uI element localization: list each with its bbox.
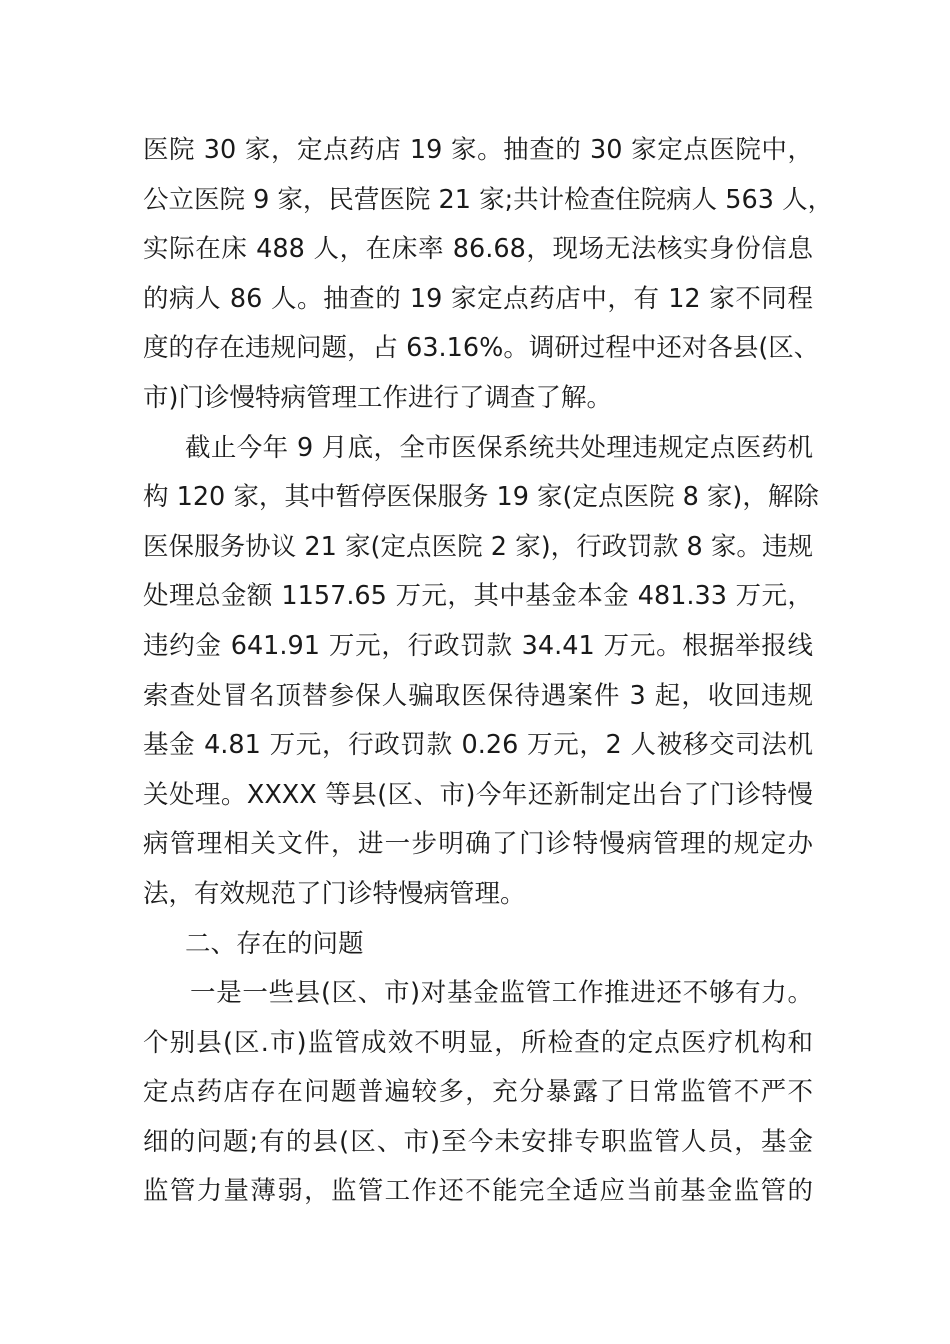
paragraph-line: 监管力量薄弱，监管工作还不能完全适应当前基金监管的 (143, 1176, 813, 1207)
paragraph-line: 细的问题;有的县(区、市)至今未安排专职监管人员，基金 (143, 1126, 813, 1157)
paragraph-line: 违约金 641.91 万元，行政罚款 34.41 万元。根据举报线 (143, 630, 813, 661)
paragraph-line: 一是一些县(区、市)对基金监管工作推进还不够有力。 (190, 978, 813, 1009)
section-heading: 二、存在的问题 (185, 928, 364, 959)
paragraph-line: 关处理。XXXX 等县(区、市)今年还新制定出台了门诊特慢 (143, 779, 813, 810)
paragraph-line: 医保服务协议 21 家(定点医院 2 家)，行政罚款 8 家。违规 (143, 531, 813, 562)
paragraph-line: 定点药店存在问题普遍较多，充分暴露了日常监管不严不 (143, 1077, 813, 1108)
paragraph-line: 的病人 86 人。抽查的 19 家定点药店中，有 12 家不同程 (143, 283, 813, 314)
paragraph-line: 公立医院 9 家，民营医院 21 家;共计检查住院病人 563 人， (143, 184, 834, 215)
paragraph-line: 病管理相关文件，进一步明确了门诊特慢病管理的规定办 (143, 829, 813, 860)
paragraph-line: 个别县(区.市)监管成效不明显，所检查的定点医疗机构和 (143, 1027, 813, 1058)
paragraph-line: 法，有效规范了门诊特慢病管理。 (143, 878, 526, 909)
paragraph-line: 医院 30 家，定点药店 19 家。抽查的 30 家定点医院中， (143, 135, 813, 165)
paragraph-line: 实际在床 488 人，在床率 86.68，现场无法核实身份信息 (143, 234, 813, 265)
document-body (143, 126, 834, 1217)
paragraph-line: 截止今年 9 月底，全市医保系统共处理违规定点医药机 (185, 432, 813, 463)
paragraph-line: 索查处冒名顶替参保人骗取医保待遇案件 3 起，收回违规 (143, 680, 813, 711)
paragraph-line: 处理总金额 1157.65 万元，其中基金本金 481.33 万元， (143, 581, 813, 612)
paragraph-line: 市)门诊慢特病管理工作进行了调查了解。 (143, 382, 612, 413)
paragraph-line: 度的存在违规问题，占 63.16%。调研过程中还对各县(区、 (143, 333, 820, 364)
paragraph-line: 构 120 家，其中暂停医保服务 19 家(定点医院 8 家)，解除 (143, 482, 819, 513)
paragraph-line: 基金 4.81 万元，行政罚款 0.26 万元，2 人被移交司法机 (143, 730, 813, 761)
